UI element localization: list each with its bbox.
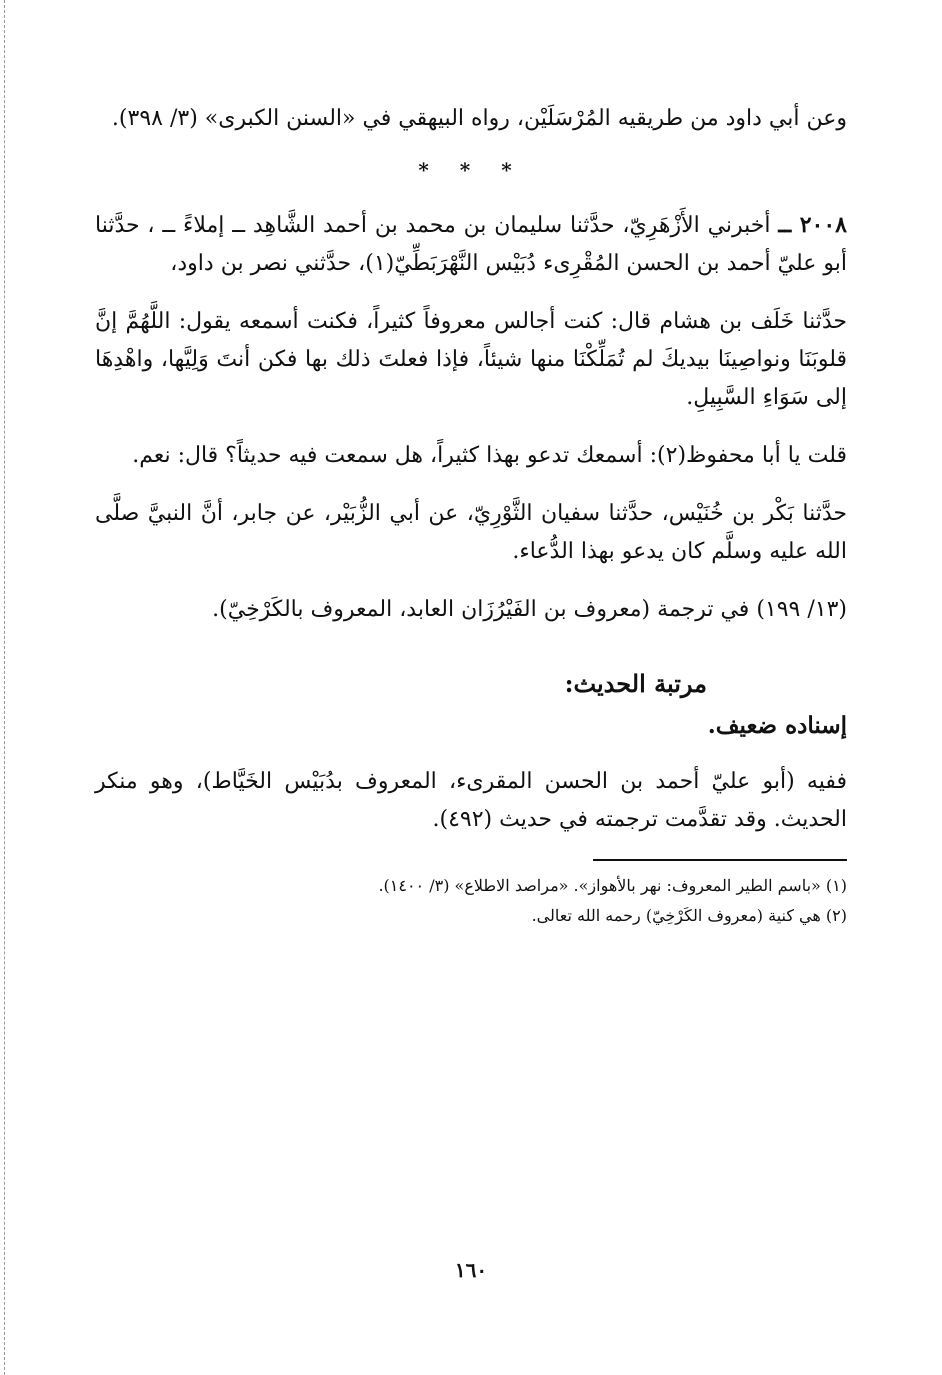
hadith-number: ٢٠٠٨ ــ <box>778 212 847 238</box>
footnote-divider <box>593 859 847 861</box>
hadith-matn: حدَّثنا بَكْر بن خُنَيْس، حدَّثنا سفيان الثَّوْرِيّ، عن أبي الزُّبَيْر، عن جابر، أنَّ النبيَّ صلَّى الله عليه وسلَّم كان يدعو بهذا الدُّعاء. <box>95 501 847 564</box>
section-separator-stars: * * * <box>418 158 524 182</box>
hadith-narration: حدَّثنا خَلَف بن هشام قال: كنت أجالس معروفاً كثيراً، فكنت أسمعه يقول: اللَّهُمَّ إنَّ قلوبَنَا ونواصِينَا بيديكَ لم تُمَلِّكْنَا منها شيئاً، فإذا فعلتَ ذلك بها فكن أنتَ وَلِيَّها، واهْدِهَا إلى سَوَاءِ السَّبِيلِ. <box>95 309 847 410</box>
page-number: ١٦٠ <box>454 1258 488 1282</box>
hadith-grade-verdict: إسناده ضعيف. <box>707 712 847 739</box>
hadith-grade-heading: مرتبة الحديث: <box>564 669 707 698</box>
book-page <box>95 100 847 931</box>
footnote-1: (١) «باسم الطير المعروف: نهر بالأهواز». «مراصد الاطلاع» (٣/ ١٤٠٠). <box>378 876 847 895</box>
footnote-2: (٢) هي كنية (معروف الكَرْخِيّ) رحمه الله تعالى. <box>531 906 847 925</box>
hadith-question: قلت يا أبا محفوظ(٢): أسمعك تدعو بهذا كثيراً، هل سمعت فيه حديثاً؟ قال: نعم. <box>132 443 847 468</box>
hadith-2008-chain <box>95 206 847 283</box>
paragraph-continuation: وعن أبي داود من طريقيه المُرْسَلَيْن، رواه البيهقي في «السنن الكبرى» (٣/ ٣٩٨). <box>111 106 847 131</box>
hadith-source-reference: (١٣/ ١٩٩) في ترجمة (معروف بن الفَيْرُزَان العابد، المعروف بالكَرْخِيّ). <box>212 597 847 622</box>
hadith-grade-explanation: ففيه (أبو عليّ أحمد بن الحسن المقرىء، المعروف بدُبَيْس الخَيَّاط)، وهو منكر الحديث. وقد تقدَّمت ترجمته في حديث (٤٩٢). <box>95 769 847 832</box>
scan-edge-divider <box>4 0 6 1375</box>
hadith-isnad-text: أخبرني الأَزْهَرِيّ، حدَّثنا سليمان بن محمد بن أحمد الشَّاهِد ــ إملاءً ــ ، حدَّثنا أبو عليّ أحمد بن الحسن المُقْرِىء دُبَيْس النَّهْرَبَطِّيّ(١)، حدَّثني نصر بن داود، <box>95 213 847 276</box>
